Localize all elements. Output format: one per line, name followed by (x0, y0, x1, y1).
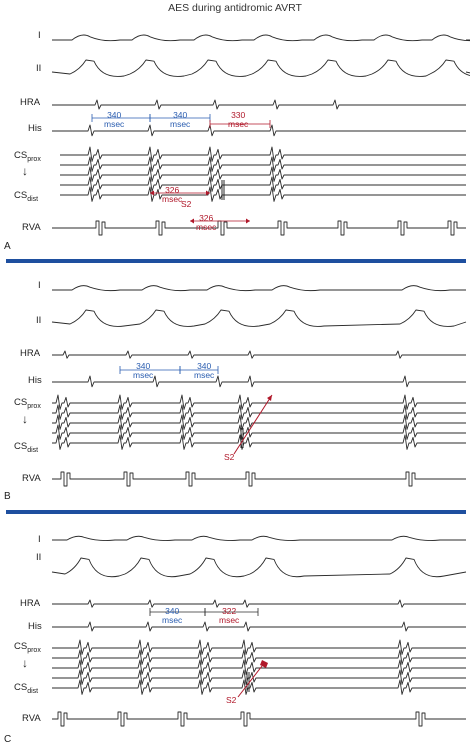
hra-label: HRA (20, 598, 41, 609)
hra-label: HRA (20, 97, 41, 108)
lead-i-label: I (38, 30, 41, 41)
rva-label: RVA (22, 713, 41, 724)
lead-i-label: I (38, 280, 41, 291)
cs-trace-4-a (60, 177, 466, 191)
cs-prox-label: $CS_{prox}$ (14, 397, 41, 410)
his-interval-1-b: 340 msec (133, 361, 154, 380)
lead-ii-label: II (36, 315, 42, 326)
cs-arrow-icon: ↓ (22, 656, 28, 670)
rva-span-a-arrowhead-left (190, 219, 194, 224)
his-trace-c (52, 622, 466, 631)
s2-label-c: S2 (226, 695, 237, 705)
lead-ii-label: II (36, 552, 42, 563)
panel-divider-bc (6, 510, 466, 514)
his-label: His (28, 621, 42, 632)
lead-ii-trace-c (52, 558, 466, 577)
cs-trace-2-a (60, 157, 466, 171)
his-label: His (28, 375, 42, 386)
his-interval-1-c: 340 msec (162, 606, 183, 625)
lead-i-trace-c (52, 536, 466, 540)
s2-label-a: S2 (181, 199, 192, 209)
his-interval-2-c: 322 msec (219, 606, 240, 625)
panel-letter-c: C (4, 734, 12, 745)
cs-trace-5-a (60, 187, 466, 201)
panel-letter-b: B (4, 491, 11, 502)
s2-arrowhead-b (267, 395, 272, 401)
cs-trace-1-b (52, 395, 466, 409)
cs-prox-label: $CS_{prox}$ (14, 150, 41, 163)
rva-label: RVA (22, 222, 41, 233)
cs-interval-a: 326 msec (162, 185, 183, 204)
hra-label: HRA (20, 348, 41, 359)
panel-letter-a: A (4, 241, 11, 252)
lead-i-trace-a (52, 35, 470, 41)
rva-trace-c (52, 712, 466, 726)
s2-arrow-b (234, 395, 272, 454)
cs-trace-2-b (52, 405, 466, 419)
cs-arrow-icon: ↓ (22, 412, 28, 426)
figure-title: AES during antidromic AVRT (168, 2, 302, 14)
lead-ii-trace-a (52, 60, 470, 76)
his-interval-2-b: 340 msec (194, 361, 215, 380)
lead-i-label: I (38, 534, 41, 545)
lead-ii-label: II (36, 63, 42, 74)
cs-dist-label: $CS_{dist}$ (14, 441, 39, 454)
rva-interval-a: 326 msec (196, 213, 217, 232)
lead-i-trace-b (52, 286, 466, 291)
his-trace-b (52, 376, 466, 387)
s2-arrow-c (238, 666, 262, 697)
lead-ii-trace-b (52, 310, 466, 326)
s2-label-b: S2 (224, 452, 235, 462)
cs-trace-4-b (52, 425, 466, 439)
cs-trace-5-b (52, 435, 466, 449)
his-interval-3-a: 330 msec (228, 110, 249, 129)
rva-span-a-arrowhead-right (246, 219, 250, 224)
cs-trace-5-c (52, 680, 466, 694)
hra-trace-a (52, 100, 466, 109)
cs-trace-4-c (52, 670, 466, 684)
cs-arrow-icon: ↓ (22, 164, 28, 178)
hra-trace-b (52, 351, 466, 358)
cs-trace-3-b (52, 415, 466, 429)
his-interval-2-a: 340 msec (170, 110, 191, 129)
cs-trace-3-a (60, 167, 466, 181)
cs-trace-3-c (52, 660, 466, 674)
panel-divider-ab (6, 259, 466, 263)
cs-dist-label: $CS_{dist}$ (14, 682, 39, 695)
rva-label: RVA (22, 473, 41, 484)
cs-trace-2-c (52, 650, 466, 664)
cs-prox-label: $CS_{prox}$ (14, 641, 41, 654)
cs-trace-1-c (52, 640, 466, 654)
cs-dist-label: $CS_{dist}$ (14, 190, 39, 203)
cs-trace-1-a (60, 147, 466, 161)
hra-trace-c (52, 600, 466, 607)
his-label: His (28, 123, 42, 134)
rva-trace-a (52, 221, 466, 235)
rva-trace-b (52, 472, 466, 486)
his-interval-1-a: 340 msec (104, 110, 125, 129)
